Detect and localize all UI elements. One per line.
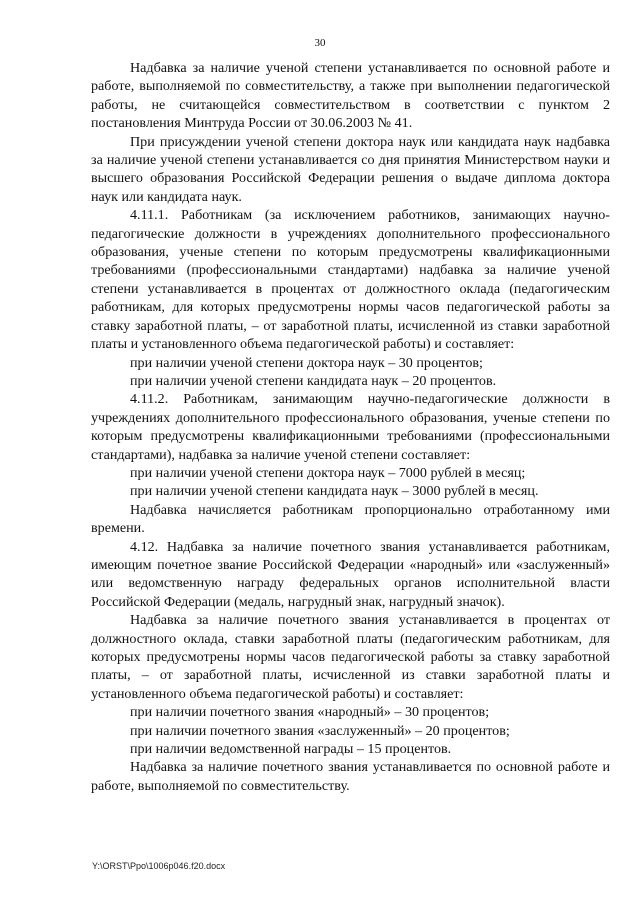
list-item-departmental-award: при наличии ведомственной награды – 15 процентов. — [130, 741, 452, 758]
list-item-candidate-percent: при наличии ученой степени кандидата наук – 20 процентов. — [130, 372, 497, 389]
document-body — [91, 59, 610, 795]
list-item-candidate-rubles: при наличии ученой степени кандидата наук – 3000 рублей в месяц. — [130, 483, 539, 500]
list-item-narodny: при наличии почетного звания «народный» – 30 процентов; — [130, 704, 490, 721]
paragraph-proportional-time: Надбавка начисляется работникам пропорционально отработанному ими времени. — [91, 501, 610, 537]
paragraph-4-11-1: 4.11.1. Работникам (за исключением работников, занимающих научно-педагогические должности в учреждениях дополнительного профессионального образования, ученые степени по которым предусмотрены квалификационными требованиями (профессиональными стандартами) надбавка за наличие ученой степени устанавливается в процентах от должностного оклада (педагогическим работникам, для которых предусмотрены нормы часов педагогической работы за ставку заработной платы, – от заработной платы, исчисленной из ставки заработной платы и установленного объема педагогической работы) и составляет: — [91, 207, 610, 353]
paragraph-honorary-title-percent: Надбавка за наличие почетного звания устанавливается в процентах от должностного оклада, ставки заработной платы (педагогическим работникам, для которых предусмотрены нормы часов педагогической работы за ставку заработной платы, – от заработной платы, исчисленной из ставки заработной платы и установленного объема педагогической работы) и составляет: — [91, 612, 610, 702]
page-number: 30 — [314, 37, 326, 49]
paragraph-4-12: 4.12. Надбавка за наличие почетного звания устанавливается работникам, имеющим почетное звание Российской Федерации «народный» или «заслуженный» или ведомственную награду федеральных органов исполнительной власти Российской Федерации (медаль, нагрудный знак, нагрудный значок). — [91, 538, 610, 610]
list-item-doctor-rubles: при наличии ученой степени доктора наук – 7000 рублей в месяц; — [130, 464, 526, 481]
paragraph-4-11-2: 4.11.2. Работникам, занимающим научно-педагогические должности в учреждениях дополнительного профессионального образования, ученые степени по которым предусмотрены квалификационными требованиями (профессиональными стандартами), надбавка за наличие ученой степени составляет: — [91, 391, 610, 463]
list-item-doctor-percent: при наличии ученой степени доктора наук – 30 процентов; — [130, 354, 483, 371]
footer-file-path: Y:\ORST\Ppo\1006p046.f20.docx — [92, 861, 226, 871]
paragraph-honorary-title-scope: Надбавка за наличие почетного звания устанавливается по основной работе и работе, выполняемой по совместительству. — [91, 759, 610, 794]
paragraph-degree-award-date: При присуждении ученой степени доктора наук или кандидата наук надбавка за наличие ученой степени устанавливается со дня принятия Министерством науки и высшего образования Российской Федерации решения о выдаче диплома доктора наук или кандидата наук. — [91, 133, 610, 205]
paragraph-scientific-degree-scope: Надбавка за наличие ученой степени устанавливается по основной работе и работе, выполняемой по совместительству, а также при выполнении педагогической работы, не считающейся совместительством в соответствии с пунктом 2 постановления Минтруда России от 30.06.2003 № 41. — [91, 60, 610, 132]
list-item-zasluzhenny: при наличии почетного звания «заслуженный» – 20 процентов; — [130, 722, 510, 739]
